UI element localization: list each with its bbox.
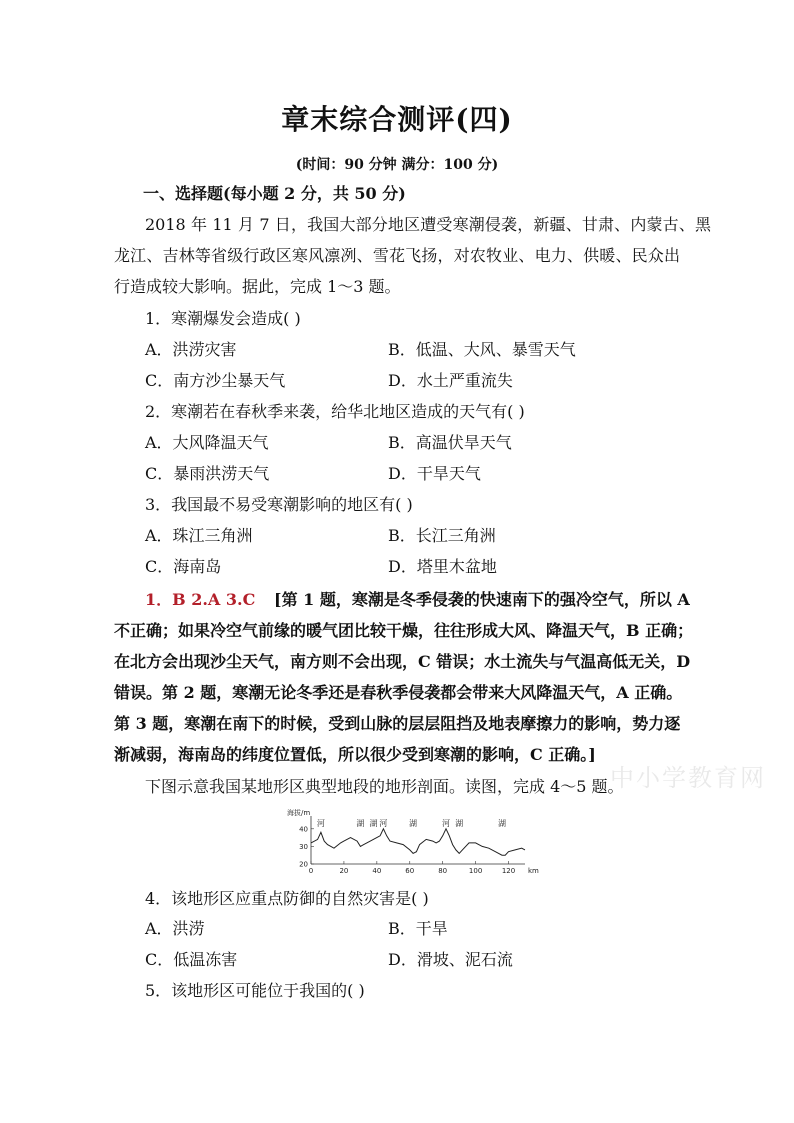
x-tick-label: 60 [405,867,415,875]
question-3-option-d: D．塔里木盆地 [388,557,497,576]
question-2-option-a: A．大风降温天气 [145,433,269,452]
question-2-option-c: C．暴雨洪涝天气 [145,464,270,483]
feature-label: 湖 [455,819,464,828]
feature-label: 湖 [409,819,418,828]
intro-line-2: 龙江、吉林等省级行政区寒风凛冽、雪花飞扬，对农牧业、电力、供暖、民众出 [114,246,680,265]
exam-meta: (时间：90 分钟 满分：100 分) [295,157,499,173]
answer-explanation-line-5: 第 3 题，寒潮在南下的时候，受到山脉的层层阻挡及地表摩擦力的影响，势力逐 [114,714,681,733]
feature-label: 河 [379,819,388,828]
question-1-option-c: C．南方沙尘暴天气 [145,371,286,390]
watermark: 中小学教育网 [610,764,766,792]
answer-explanation-line-2: 不正确；如果冷空气前缘的暖气团比较干燥，往往形成大风、降温天气，B 正确； [114,621,694,640]
intro-4-5: 下图示意我国某地形区典型地段的地形剖面。读图，完成 4～5 题。 [145,777,624,796]
x-tick-label: 120 [501,867,516,875]
x-tick-label: 100 [468,867,483,875]
question-1-option-b: B．低温、大风、暴雪天气 [388,340,576,359]
question-4-stem: 4．该地形区应重点防御的自然灾害是( ) [145,889,429,908]
x-axis-label: km [528,867,539,875]
y-tick-label: 40 [299,825,308,834]
feature-label: 湖 [356,819,365,828]
intro-line-3: 行造成较大影响。据此，完成 1～3 题。 [114,277,401,296]
question-2-stem: 2．寒潮若在春秋季来袭，给华北地区造成的天气有( ) [145,402,525,421]
feature-label: 湖 [497,819,506,828]
terrain-profile-line [311,829,525,855]
answer-key-1-3 [145,589,255,611]
question-2-option-d: D．干旱天气 [388,464,481,483]
x-tick-label: 20 [339,867,349,875]
question-2-option-b: B．高温伏旱天气 [388,433,512,452]
y-tick-label: 30 [299,842,308,851]
question-5-stem: 5．该地形区可能位于我国的( ) [145,981,365,1000]
x-tick-label: 0 [308,867,314,875]
question-4-option-b: B．干旱 [388,919,448,938]
x-tick-label: 80 [438,867,448,875]
question-3-option-c: C．海南岛 [145,557,222,576]
y-tick-label: 20 [299,860,308,869]
question-4-option-a: A．洪涝 [145,919,205,938]
terrain-profile-chart [285,806,545,876]
y-axis-label: 海拔/m [287,809,311,817]
feature-label: 河 [316,819,325,828]
question-4-option-c: C．低温冻害 [145,950,238,969]
x-tick-label: 40 [372,867,382,875]
intro-line-1: 2018 年 11 月 7 日，我国大部分地区遭受寒潮侵袭，新疆、甘肃、内蒙古、黑 [145,215,711,234]
answer-explanation-line-4: 错误。第 2 题，寒潮无论冬季还是春秋季侵袭都会带来大风降温天气，A 正确。 [114,683,683,702]
feature-label: 湖 [369,819,378,828]
question-3-option-b: B．长江三角洲 [388,526,496,545]
answer-explanation-line-3: 在北方会出现沙尘天气，南方则不会出现，C 错误；水土流失与气温高低无关，D [114,652,691,671]
question-1-option-a: A．洪涝灾害 [145,340,237,359]
question-3-option-a: A．珠江三角洲 [145,526,253,545]
question-1-stem: 1．寒潮爆发会造成( ) [145,309,301,328]
answer-explanation-line-6: 渐减弱，海南岛的纬度位置低，所以很少受到寒潮的影响，C 正确。] [114,745,596,764]
question-4-option-d: D．滑坡、泥石流 [388,950,513,969]
feature-label: 河 [441,819,450,828]
question-1-option-d: D．水土严重流失 [388,371,513,390]
question-3-stem: 3．我国最不易受寒潮影响的地区有( ) [145,495,413,514]
answer-explanation-line-1: [第 1 题，寒潮是冬季侵袭的快速南下的强冷空气，所以 A [274,590,690,609]
page-title: 章末综合测评(四) [281,103,513,136]
answer-keys: 1．B 2.A 3.C [145,590,256,609]
section-heading: 一、选择题(每小题 2 分，共 50 分) [143,184,406,203]
